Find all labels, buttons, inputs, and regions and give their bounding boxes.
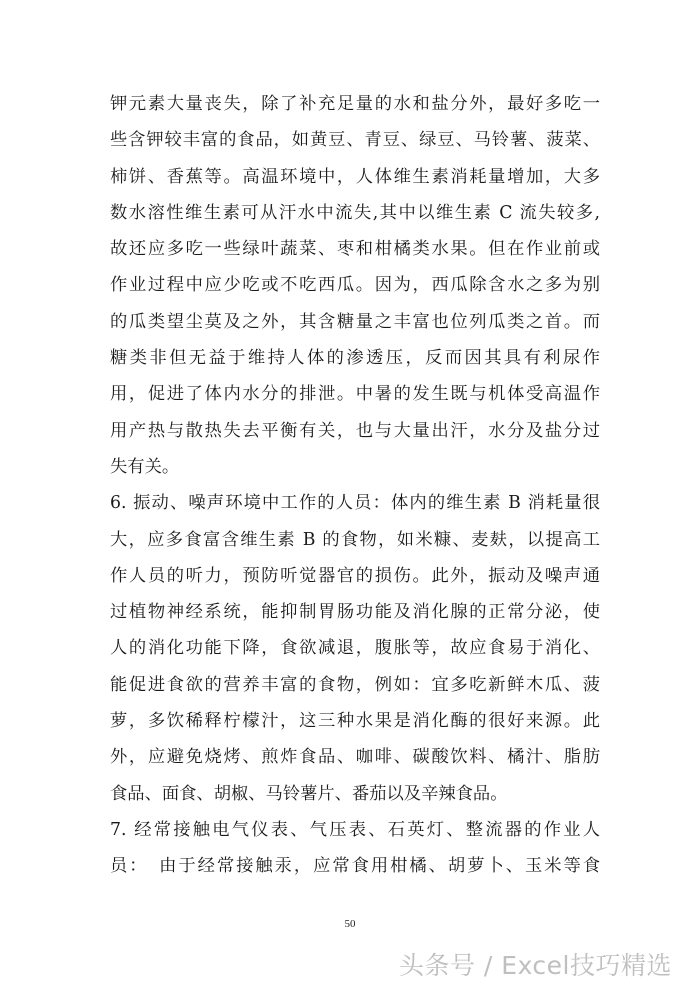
watermark: 头条号 / Excel技巧精选: [398, 951, 672, 980]
section-heading-6: 6. 振动、噪声环境中工作的人员：体内的维生素 B 消耗量很: [110, 493, 600, 514]
text-line: 用，促进了体内水分的排泄。中暑的发生既与机体受高温作: [110, 384, 600, 405]
text-line: 数水溶性维生素可从汗水中流失,其中以维生素 C 流失较多,: [110, 202, 600, 223]
text-line: 萝，多饮稀释柠檬汁，这三种水果是消化酶的很好来源。此: [110, 711, 600, 732]
text-line: 柿饼、香蕉等。高温环境中，人体维生素消耗量增加，大多: [110, 166, 600, 187]
section-heading-7: 7. 经常接触电气仪表、气压表、石英灯、整流器的作业人: [110, 819, 600, 840]
text-line: 糖类非但无益于维持人体的渗透压，反而因其具有利尿作: [110, 348, 600, 369]
text-line: 大，应多食富含维生素 B 的食物，如米糠、麦麸，以提高工: [110, 529, 600, 550]
text-line: 能促进食欲的营养丰富的食物，例如：宜多吃新鲜木瓜、菠: [110, 674, 600, 695]
text-line: 的瓜类望尘莫及之外，其含糖量之丰富也位列瓜类之首。而: [110, 311, 600, 332]
text-line: 外，应避免烧烤、煎炸食品、咖啡、碳酸饮料、橘汁、脂肪: [110, 747, 600, 768]
text-line: 人的消化功能下降，食欲减退，腹胀等，故应食易于消化、: [110, 638, 600, 659]
text-line: 用产热与散热失去平衡有关，也与大量出汗，水分及盐分过: [110, 420, 600, 441]
text-line: 故还应多吃一些绿叶蔬菜、枣和柑橘类水果。但在作业前或: [110, 239, 600, 260]
text-line: 食品、面食、胡椒、马铃薯片、番茄以及辛辣食品。: [110, 783, 508, 804]
page-number: 50: [344, 918, 356, 930]
text-line: 过植物神经系统，能抑制胃肠功能及消化腺的正常分泌，使: [110, 602, 600, 623]
text-line: 钾元素大量丧失，除了补充足量的水和盐分外，最好多吃一: [110, 94, 600, 114]
text-line: 员： 由于经常接触汞，应常食用柑橘、胡萝卜、玉米等食: [110, 856, 600, 877]
text-line: 作业过程中应少吃或不吃西瓜。因为，西瓜除含水之多为别: [110, 275, 600, 296]
text-line: 失有关。: [110, 456, 180, 477]
body-text: [110, 86, 600, 885]
text-line: 些含钾较丰富的食品，如黄豆、青豆、绿豆、马铃薯、菠菜、: [110, 130, 600, 151]
text-line: 作人员的听力，预防听觉器官的损伤。此外，振动及噪声通: [110, 565, 600, 586]
